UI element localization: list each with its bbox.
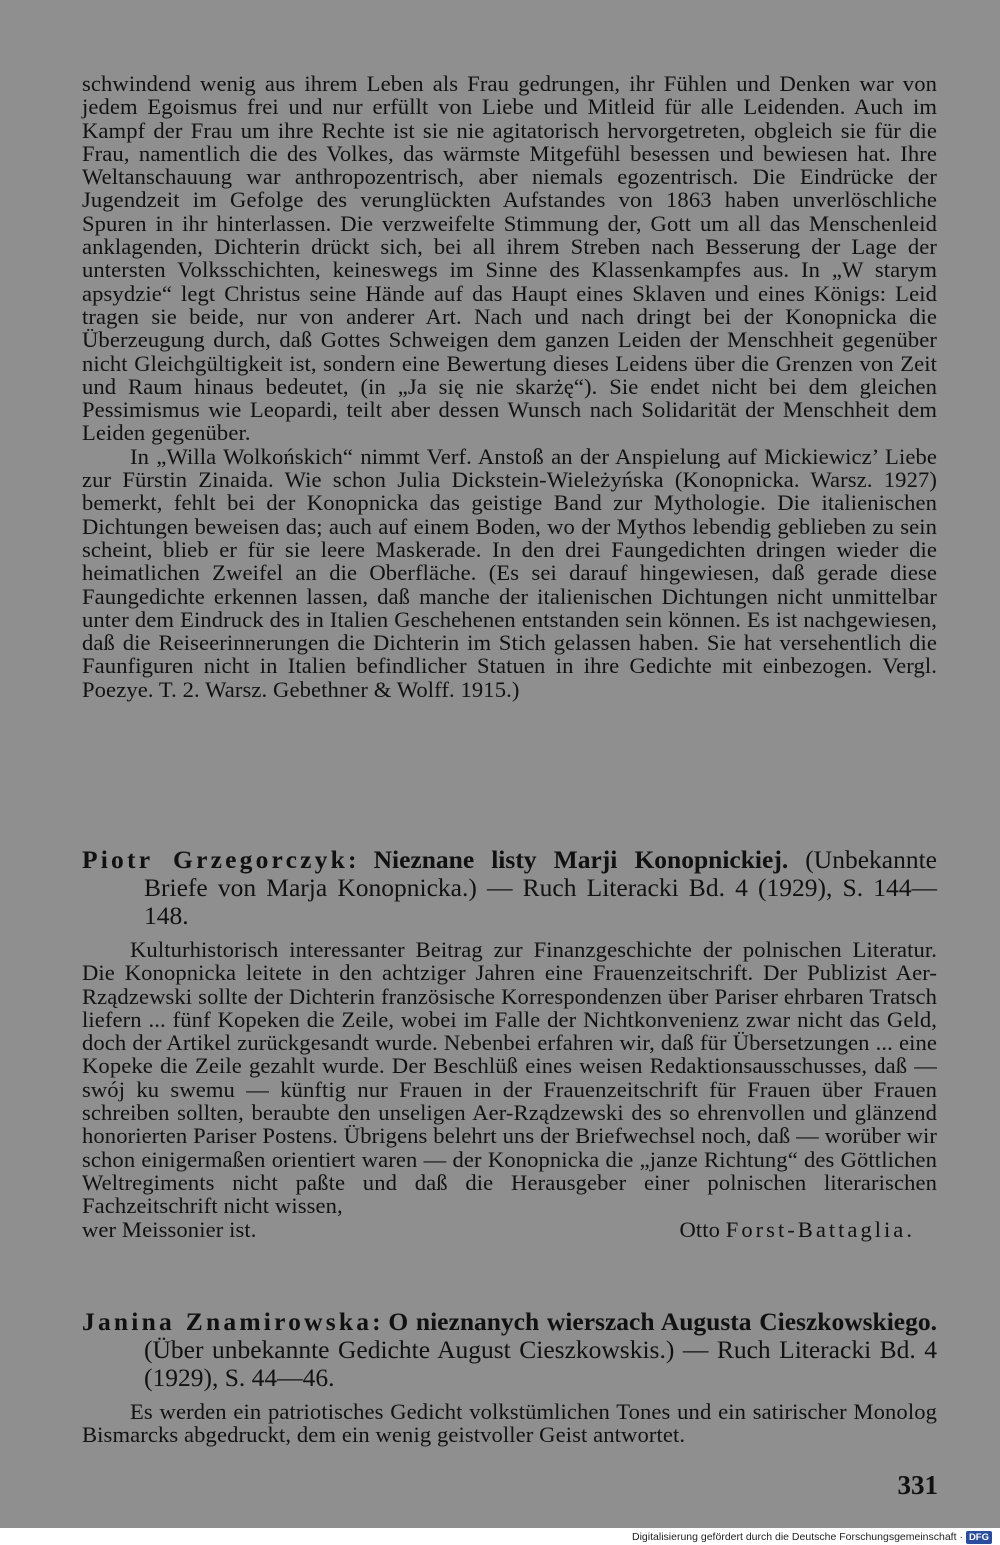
review-continued (82, 72, 937, 701)
entry-review-text: Es werden ein patriotisches Gedicht volkstümlichen Tones und ein satirischer Monolog Bismarcks abgedruckt, dem ein wenig geistvoller Geist antwortet. (82, 1399, 937, 1448)
entry-heading (82, 1308, 937, 1392)
entry-citation: (Unbekannte Briefe von Marja Konopnicka.) — Ruch Literacki Bd. 4 (1929), S. 144—148. (144, 845, 937, 930)
entry-author: Piotr Grzegorczyk (82, 845, 348, 874)
entry-title-polish: Nieznane listy Marji Konopnickiej. (373, 845, 789, 874)
reviewer-last-name: Forst-Battaglia. (725, 1216, 915, 1242)
bibliography-entry-znamirowska (82, 1308, 937, 1447)
entry-heading (82, 846, 937, 930)
entry-author: Janina Znamirowska (82, 1307, 373, 1336)
entry-citation: (Über unbekannte Gedichte August Cieszkowskis.) — Ruch Literacki Bd. 4 (1929), S. 44—46. (144, 1335, 937, 1392)
review-paragraph-1: schwindend wenig aus ihrem Leben als Frau gedrungen, ihr Fühlen und Denken war von jedem Egoismus frei und nur erfüllt von Liebe und Mitleid für alle Leidenden. Auch im Kampf der Frau um ihre Rechte ist sie nie agitatorisch hervorgetreten, obgleich sie für die Frau, namentlich die des Volkes, das wärmste Mitgefühl besessen und bewiesen hat. Ihre Weltanschauung war anthropozentrisch, aber niemals egozentrisch. Die Eindrücke der Jugendzeit im Gefolge des verunglückten Aufstandes von 1863 haben unverlöschliche Spuren in ihr hinterlassen. Die verzweifelte Stimmung der, Gott um all das Menschenleid anklagenden, Dichterin drückt sich, bei all ihrem Streben nach Besserung der Lage der untersten Volksschichten, keineswegs im Sinne des Klassenkampfes aus. In „W starym apsydzie“ legt Christus seine Hände auf das Haupt eines Sklaven und eines Königs: Leid tragen sie beide, nur von anderer Art. Nach und nach dringt bei der Konopnicka die Überzeugung durch, daß Gottes Schweigen dem ganzen Leiden der Menschheit gegenüber nicht Gleichgültigkeit ist, sondern eine Bewertung dieses Leidens über die Grenzen von Zeit und Raum hinaus bedeutet, (in „Ja się nie skarżę“). Sie endet nicht bei dem gleichen Pessimismus wie Leopardi, teilt aber dessen Wunsch nach Solidarität der Menschheit dem Leiden gegenüber. (82, 71, 937, 446)
entry-separator: : (347, 845, 357, 874)
footer-text: Digitalisierung gefördert durch die Deutsche Forschungsgemeinschaft · (632, 1531, 963, 1543)
review-paragraph-2: In „Willa Wolkońskich“ nimmt Verf. Anstoß an der Anspielung auf Mickiewicz’ Liebe zur Fürstin Zinaida. Wie schon Julia Dickstein-Wieleżyńska (Konopnicka. Warsz. 1927) bemerkt, fehlt bei der Konopnicka das geistige Band zur Mythologie. Die italienischen Dichtungen beweisen das; auch auf einem Boden, wo der Mythos lebendig geblieben zu sein scheint, blieb er für sie leere Maskerade. In den drei Faungedichten dringen wieder die heimatlichen Zweifel an die Oberfläche. (Es sei darauf hingewiesen, daß gerade diese Faungedichte erkennen lassen, daß manche der italienischen Dichtungen nicht unmittelbar unter dem Eindruck des in Italien Geschehenen entstanden sein können. Es ist nachgewiesen, daß die Reiseerinnerungen die Dichterin im Stich gelassen haben. Sie hat versehentlich die Faunfiguren nicht in Italien befindlicher Statuen in ihre Gedichte mit einbezogen. Vergl. Poezye. T. 2. Warsz. Gebethner & Wolff. 1915.) (82, 443, 937, 702)
review-signature-line (82, 1218, 937, 1241)
reviewer-name (679, 1218, 915, 1241)
entry-review-text: Kulturhistorisch interessanter Beitrag zur Finanzgeschichte der polnischen Literatur. Die Konopnicka leitete in den achtziger Jahren eine Frauenzeitschrift. Der Publizist Aer-Rządzewski sollte der Dichterin französische Korrespondenzen über Pariser ehrbaren Tratsch liefern ... fünf Kopeken die Zeile, wobei im Falle der Nichtkonvenienz zwar nicht das Geld, doch der Artikel zurückgesandt wurde. Nebenbei erfahren wir, daß für Übersetzungen ... eine Kopeke die Zeile gezahlt wurde. Der Beschlüß eines weisen Redaktionsausschusses, daß — swój ku swemu — künftig nur Frauen in der Frauenzeitschrift für Frauen über Frauen schreiben sollten, beraubte den unseligen Aer-Rządzewski des so ehrenvollen und glänzend honorierten Pariser Postens. Übrigens belehrt uns der Briefwechsel noch, daß — worüber wir schon einigermaßen orientiert waren — der Konopnicka die „janze Richtung“ des Göttlichen Weltregiments nicht paßte und daß die Herausgeber einer polnischen literarischen Fachzeitschrift nicht wissen, (82, 937, 937, 1219)
entry-title-polish: O nieznanych wierszach Augusta Cieszkowskiego. (388, 1307, 938, 1336)
review-last-line: wer Meissonier ist. (82, 1216, 257, 1242)
page-number: 331 (897, 1470, 938, 1500)
bibliography-entry-grzegorczyk (82, 846, 937, 1241)
reviewer-first-name: Otto (679, 1216, 721, 1242)
funding-footer (632, 1529, 992, 1545)
dfg-logo-icon: DFG (966, 1531, 992, 1544)
entry-separator: : (372, 1307, 381, 1336)
